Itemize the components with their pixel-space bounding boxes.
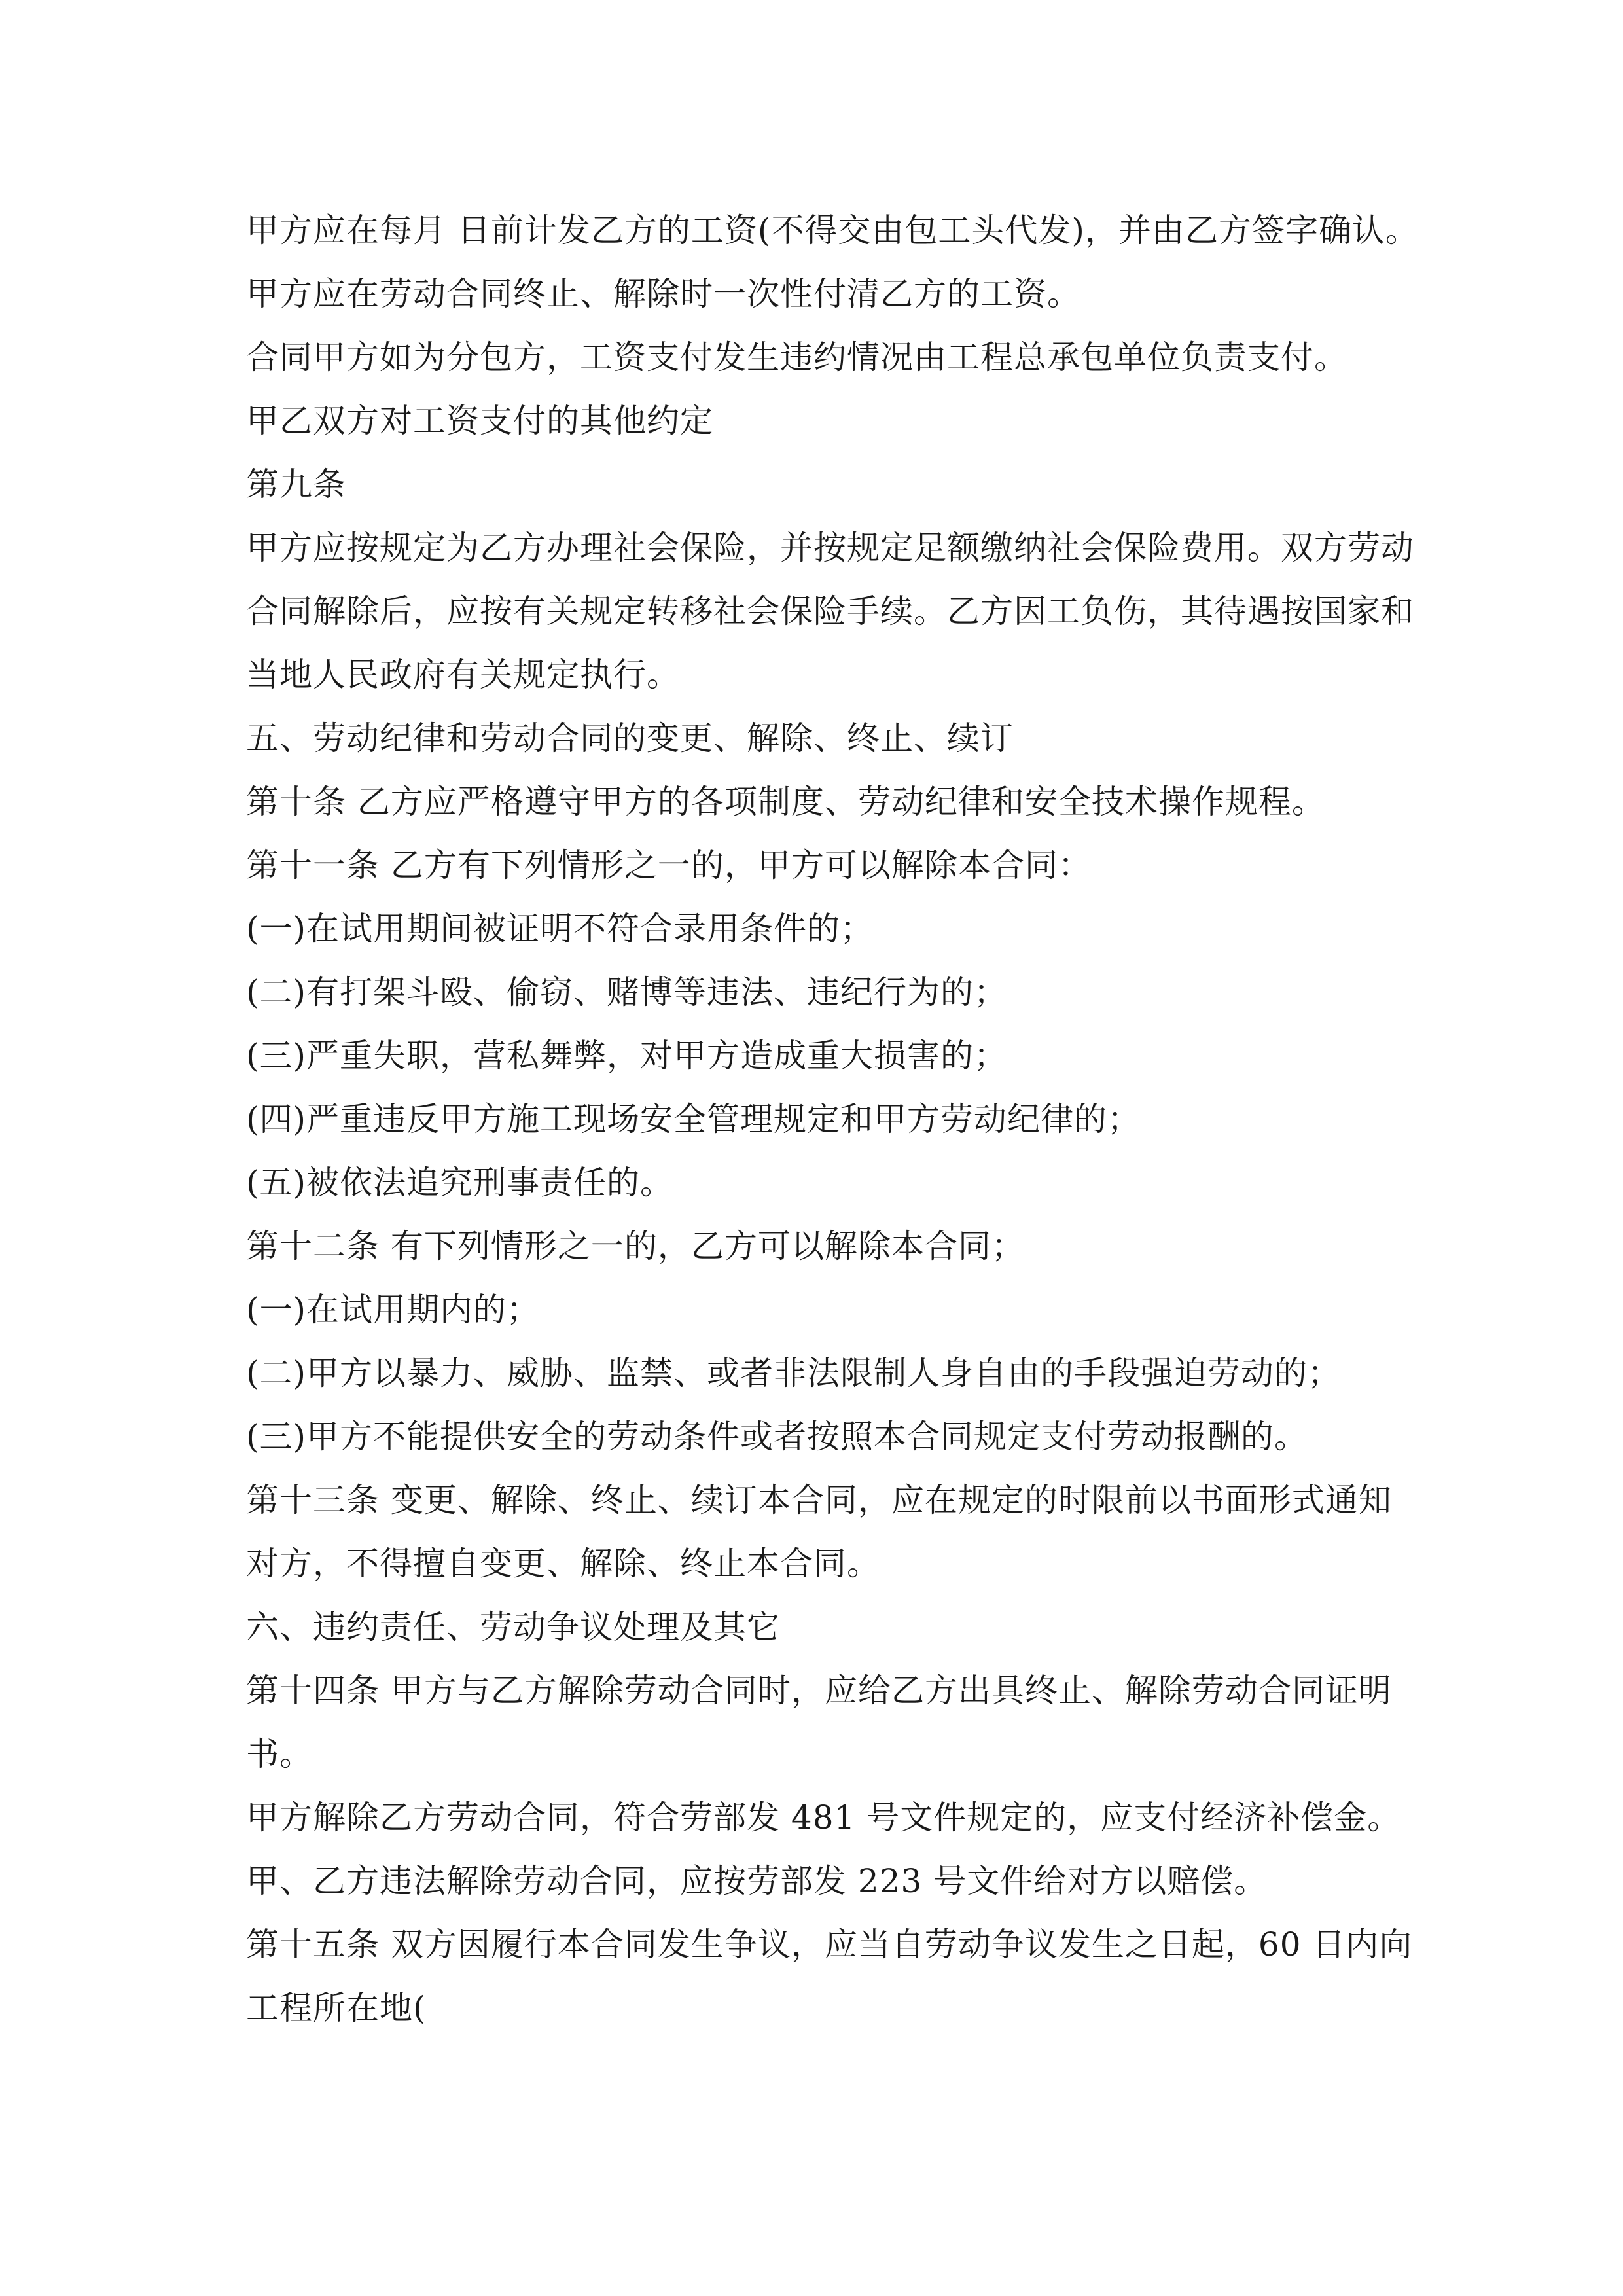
text-line: 甲方解除乙方劳动合同，符合劳部发 481 号文件规定的，应支付经济补偿金。 <box>246 1799 1401 1837</box>
list-item: (一)在试用期内的； <box>246 1291 541 1329</box>
list-item: (三)甲方不能提供安全的劳动条件或者按照本合同规定支付劳动报酬的。 <box>246 1418 1308 1456</box>
list-item: (五)被依法追究刑事责任的。 <box>246 1164 674 1202</box>
text-line: 甲、乙方违法解除劳动合同，应按劳部发 223 号文件给对方以赔偿。 <box>246 1862 1268 1900</box>
text-line: 第十一条 乙方有下列情形之一的，甲方可以解除本合同： <box>246 846 1092 884</box>
list-item: (四)严重违反甲方施工现场安全管理规定和甲方劳动纪律的； <box>246 1100 1141 1138</box>
text-line: 甲乙双方对工资支付的其他约定 <box>246 402 713 440</box>
document-body <box>246 199 1419 2040</box>
text-line: 合同甲方如为分包方，工资支付发生违约情况由工程总承包单位负责支付。 <box>246 338 1347 376</box>
text-line: 甲方应在劳动合同终止、解除时一次性付清乙方的工资。 <box>246 275 1080 313</box>
list-item: (二)有打架斗殴、偷窃、赌博等违法、违纪行为的； <box>246 973 1008 1011</box>
text-line: 第十二条 有下列情形之一的，乙方可以解除本合同； <box>246 1227 1025 1265</box>
section-heading: 六、违约责任、劳动争议处理及其它 <box>246 1608 780 1646</box>
list-item: (二)甲方以暴力、威胁、监禁、或者非法限制人身自由的手段强迫劳动的； <box>246 1354 1342 1392</box>
text-line: 第十四条 甲方与乙方解除劳动合同时，应给乙方出具终止、解除劳动合同证明 <box>246 1672 1392 1710</box>
section-heading: 五、劳动纪律和劳动合同的变更、解除、终止、续订 <box>246 719 1014 757</box>
text-line: 第十条 乙方应严格遵守甲方的各项制度、劳动纪律和安全技术操作规程。 <box>246 783 1325 821</box>
text-line: 合同解除后，应按有关规定转移社会保险手续。乙方因工负伤，其待遇按国家和 <box>246 592 1414 630</box>
list-item: (三)严重失职，营私舞弊，对甲方造成重大损害的； <box>246 1037 1008 1075</box>
text-line: 甲方应在每月 日前计发乙方的工资(不得交由包工头代发)，并由乙方签字确认。 <box>246 211 1419 249</box>
text-line: 第十三条 变更、解除、终止、续订本合同，应在规定的时限前以书面形式通知 <box>246 1481 1392 1519</box>
text-line: 书。 <box>246 1735 313 1773</box>
text-line: 对方，不得擅自变更、解除、终止本合同。 <box>246 1545 880 1583</box>
list-item: (一)在试用期间被证明不符合录用条件的； <box>246 910 874 948</box>
article-heading: 第九条 <box>246 465 346 503</box>
text-line: 当地人民政府有关规定执行。 <box>246 656 680 694</box>
text-line: 第十五条 双方因履行本合同发生争议，应当自劳动争议发生之日起，60 日内向 <box>246 1926 1413 1964</box>
text-line: 甲方应按规定为乙方办理社会保险，并按规定足额缴纳社会保险费用。双方劳动 <box>246 529 1414 567</box>
text-line: 工程所在地( <box>246 1989 427 2027</box>
